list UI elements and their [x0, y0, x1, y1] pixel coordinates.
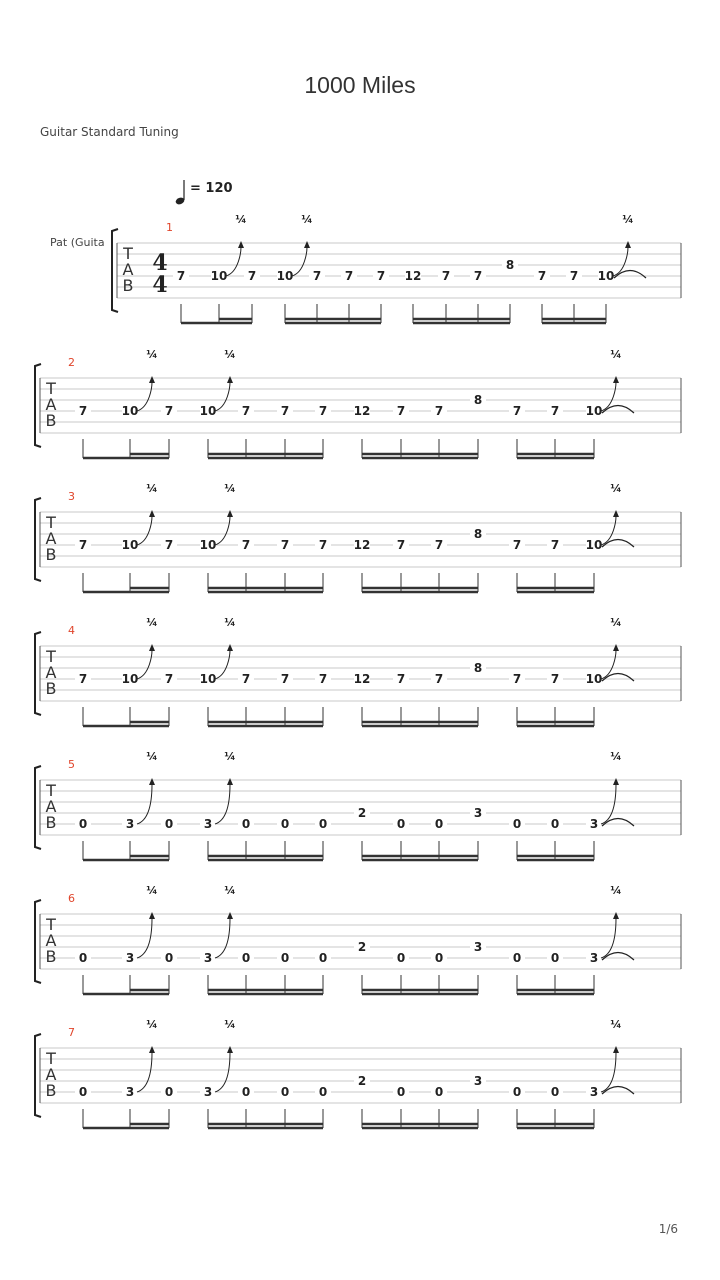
fret-number: 7 — [241, 538, 251, 552]
fret-number: 0 — [550, 1085, 560, 1099]
bend-arrowhead — [227, 510, 233, 517]
fret-number: 7 — [280, 404, 290, 418]
bend-amount: ¼ — [146, 348, 158, 361]
fret-number: 0 — [512, 951, 522, 965]
fret-number: 10 — [210, 269, 228, 283]
bend-arrowhead — [149, 1046, 155, 1053]
tab-clef-letter: B — [45, 813, 57, 832]
fret-number: 0 — [512, 817, 522, 831]
fret-number: 7 — [312, 269, 322, 283]
fret-number: 7 — [441, 269, 451, 283]
tab-clef-letter: B — [45, 545, 57, 564]
fret-number: 7 — [344, 269, 354, 283]
fret-number: 7 — [396, 672, 406, 686]
bend-amount: ¼ — [146, 884, 158, 897]
bend-curve — [601, 1052, 616, 1092]
bend-arrowhead — [227, 644, 233, 651]
tie-arc — [602, 819, 634, 827]
fret-number: 7 — [78, 538, 88, 552]
fret-number: 10 — [199, 538, 217, 552]
fret-number: 10 — [585, 404, 603, 418]
bend-curve — [215, 382, 230, 411]
fret-number: 0 — [241, 1085, 251, 1099]
tab-clef-letter: T — [46, 915, 56, 934]
fret-number: 10 — [121, 404, 139, 418]
bend-arrowhead — [304, 241, 310, 248]
bend-arrowhead — [227, 778, 233, 785]
fret-number: 0 — [164, 1085, 174, 1099]
fret-number: 8 — [505, 258, 515, 272]
fret-number: 3 — [589, 1085, 599, 1099]
fret-number: 7 — [396, 404, 406, 418]
bend-amount: ¼ — [610, 884, 622, 897]
tab-clef-letter: B — [45, 679, 57, 698]
fret-number: 0 — [434, 951, 444, 965]
fret-number: 8 — [473, 393, 483, 407]
tab-clef-letter: A — [45, 797, 57, 816]
fret-number: 12 — [353, 672, 371, 686]
fret-number: 7 — [241, 672, 251, 686]
fret-number: 7 — [164, 672, 174, 686]
fret-number: 0 — [396, 951, 406, 965]
tab-clef-letter: T — [46, 379, 56, 398]
bend-amount: ¼ — [224, 482, 236, 495]
fret-number: 3 — [125, 817, 135, 831]
fret-number: 3 — [125, 951, 135, 965]
fret-number: 7 — [247, 269, 257, 283]
fret-number: 7 — [569, 269, 579, 283]
fret-number: 0 — [78, 817, 88, 831]
bend-amount: ¼ — [622, 213, 634, 226]
bend-arrowhead — [227, 376, 233, 383]
bend-arrowhead — [613, 1046, 619, 1053]
bend-curve — [215, 918, 230, 958]
bend-curve — [137, 784, 152, 824]
tab-clef-letter: T — [46, 647, 56, 666]
fret-number: 3 — [473, 1074, 483, 1088]
tie-arc — [602, 540, 634, 548]
tie-arc — [614, 271, 646, 279]
fret-number: 10 — [121, 672, 139, 686]
fret-number: 0 — [78, 951, 88, 965]
fret-number: 10 — [199, 404, 217, 418]
bend-arrowhead — [613, 644, 619, 651]
fret-number: 7 — [176, 269, 186, 283]
tab-clef-letter: T — [46, 1049, 56, 1068]
fret-number: 7 — [164, 538, 174, 552]
fret-number: 12 — [404, 269, 422, 283]
tab-clef-letter: T — [123, 244, 133, 263]
fret-number: 0 — [241, 817, 251, 831]
measure-number: 7 — [68, 1026, 75, 1039]
fret-number: 0 — [434, 1085, 444, 1099]
fret-number: 0 — [164, 817, 174, 831]
fret-number: 7 — [434, 404, 444, 418]
bend-arrowhead — [149, 644, 155, 651]
tie-arc — [602, 953, 634, 961]
fret-number: 7 — [318, 404, 328, 418]
fret-number: 10 — [199, 672, 217, 686]
tab-clef-letter: A — [45, 529, 57, 548]
fret-number: 3 — [203, 817, 213, 831]
tab-clef-letter: B — [45, 947, 57, 966]
fret-number: 2 — [357, 806, 367, 820]
fret-number: 7 — [512, 672, 522, 686]
fret-number: 2 — [357, 1074, 367, 1088]
bend-amount: ¼ — [235, 213, 247, 226]
bend-amount: ¼ — [146, 616, 158, 629]
fret-number: 8 — [473, 527, 483, 541]
fret-number: 7 — [164, 404, 174, 418]
fret-number: 7 — [434, 672, 444, 686]
song-title: 1000 Miles — [304, 72, 416, 98]
bend-curve — [215, 784, 230, 824]
bend-arrowhead — [227, 1046, 233, 1053]
fret-number: 3 — [589, 951, 599, 965]
fret-number: 0 — [318, 1085, 328, 1099]
tab-clef-letter: A — [122, 260, 134, 279]
fret-number: 12 — [353, 538, 371, 552]
bend-arrowhead — [149, 376, 155, 383]
fret-number: 10 — [121, 538, 139, 552]
bend-arrowhead — [613, 778, 619, 785]
fret-number: 7 — [512, 538, 522, 552]
tuning-label: Guitar Standard Tuning — [40, 125, 179, 139]
tab-clef-letter: T — [46, 513, 56, 532]
time-signature-top: 4 — [152, 250, 168, 276]
bend-amount: ¼ — [610, 750, 622, 763]
fret-number: 7 — [396, 538, 406, 552]
bend-amount: ¼ — [224, 1018, 236, 1031]
fret-number: 2 — [357, 940, 367, 954]
fret-number: 3 — [473, 940, 483, 954]
fret-number: 7 — [318, 538, 328, 552]
bend-curve — [215, 650, 230, 679]
measure-number: 3 — [68, 490, 75, 503]
tie-arc — [602, 674, 634, 682]
measure-number: 4 — [68, 624, 75, 637]
bend-amount: ¼ — [146, 482, 158, 495]
fret-number: 0 — [318, 951, 328, 965]
fret-number: 0 — [318, 817, 328, 831]
measure-number: 6 — [68, 892, 75, 905]
fret-number: 3 — [203, 951, 213, 965]
measure-number: 5 — [68, 758, 75, 771]
fret-number: 7 — [473, 269, 483, 283]
bend-curve — [292, 247, 307, 276]
fret-number: 7 — [280, 672, 290, 686]
measure-number: 2 — [68, 356, 75, 369]
fret-number: 7 — [78, 404, 88, 418]
fret-number: 7 — [550, 538, 560, 552]
bend-curve — [137, 918, 152, 958]
tab-clef-letter: A — [45, 1065, 57, 1084]
tab-clef-letter: T — [46, 781, 56, 800]
bend-arrowhead — [613, 912, 619, 919]
page-number: 1/6 — [658, 1222, 678, 1236]
fret-number: 7 — [550, 672, 560, 686]
bend-curve — [215, 516, 230, 545]
fret-number: 12 — [353, 404, 371, 418]
fret-number: 3 — [125, 1085, 135, 1099]
fret-number: 7 — [318, 672, 328, 686]
bend-curve — [137, 516, 152, 545]
bend-amount: ¼ — [146, 1018, 158, 1031]
bend-curve — [137, 382, 152, 411]
fret-number: 7 — [241, 404, 251, 418]
fret-number: 3 — [203, 1085, 213, 1099]
time-signature-bottom: 4 — [152, 272, 168, 298]
fret-number: 3 — [473, 806, 483, 820]
bend-curve — [137, 650, 152, 679]
tab-clef-letter: A — [45, 395, 57, 414]
fret-number: 0 — [280, 951, 290, 965]
bend-amount: ¼ — [146, 750, 158, 763]
fret-number: 7 — [280, 538, 290, 552]
bend-amount: ¼ — [610, 348, 622, 361]
bend-arrowhead — [149, 912, 155, 919]
bend-curve — [137, 1052, 152, 1092]
fret-number: 0 — [434, 817, 444, 831]
bend-arrowhead — [613, 510, 619, 517]
fret-number: 0 — [550, 817, 560, 831]
bend-amount: ¼ — [224, 750, 236, 763]
bend-arrowhead — [613, 376, 619, 383]
bend-amount: ¼ — [224, 884, 236, 897]
bend-amount: ¼ — [224, 348, 236, 361]
fret-number: 0 — [550, 951, 560, 965]
fret-number: 7 — [78, 672, 88, 686]
bend-amount: ¼ — [301, 213, 313, 226]
tempo-value: = 120 — [190, 181, 233, 196]
bend-amount: ¼ — [610, 482, 622, 495]
bend-arrowhead — [625, 241, 631, 248]
tab-clef-letter: B — [45, 1081, 57, 1100]
bend-amount: ¼ — [610, 1018, 622, 1031]
bend-amount: ¼ — [610, 616, 622, 629]
bend-curve — [226, 247, 241, 276]
fret-number: 3 — [589, 817, 599, 831]
fret-number: 0 — [241, 951, 251, 965]
fret-number: 0 — [396, 817, 406, 831]
bend-curve — [601, 918, 616, 958]
fret-number: 10 — [597, 269, 615, 283]
bend-arrowhead — [149, 510, 155, 517]
fret-number: 7 — [537, 269, 547, 283]
instrument-name: Pat (Guita — [50, 236, 105, 249]
fret-number: 7 — [550, 404, 560, 418]
fret-number: 0 — [280, 1085, 290, 1099]
measure-number: 1 — [166, 221, 173, 234]
fret-number: 0 — [396, 1085, 406, 1099]
fret-number: 7 — [376, 269, 386, 283]
bend-curve — [601, 784, 616, 824]
fret-number: 0 — [78, 1085, 88, 1099]
fret-number: 7 — [434, 538, 444, 552]
bend-arrowhead — [227, 912, 233, 919]
tab-clef-letter: B — [122, 276, 134, 295]
tab-clef-letter: A — [45, 931, 57, 950]
fret-number: 0 — [280, 817, 290, 831]
bend-arrowhead — [238, 241, 244, 248]
fret-number: 0 — [512, 1085, 522, 1099]
tie-arc — [602, 1087, 634, 1095]
fret-number: 10 — [585, 538, 603, 552]
tab-clef-letter: B — [45, 411, 57, 430]
fret-number: 7 — [512, 404, 522, 418]
fret-number: 8 — [473, 661, 483, 675]
bend-amount: ¼ — [224, 616, 236, 629]
bend-curve — [215, 1052, 230, 1092]
fret-number: 0 — [164, 951, 174, 965]
tab-clef-letter: A — [45, 663, 57, 682]
fret-number: 10 — [276, 269, 294, 283]
tie-arc — [602, 406, 634, 414]
fret-number: 10 — [585, 672, 603, 686]
bend-arrowhead — [149, 778, 155, 785]
